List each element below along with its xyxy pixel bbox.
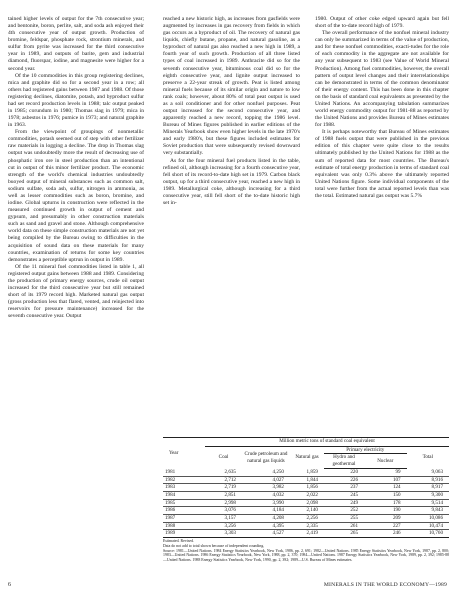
table-cell: 4,027 [272, 476, 284, 483]
table-cell: 9,063 [431, 468, 443, 475]
table-cell: 3,982 [272, 484, 284, 491]
table-cell: 1985 [165, 499, 176, 506]
table-cell: 107 [392, 476, 401, 483]
energy-production-table [163, 437, 449, 563]
table-cell: 209 [392, 515, 401, 522]
table-cell: 249 [350, 499, 358, 506]
header-hydro: Hydro and geothermal [324, 454, 364, 468]
table-cell: 2,851 [224, 491, 236, 498]
table-cell: 10,760 [428, 530, 443, 537]
text-column-2 [163, 16, 300, 207]
table-title: Million metric tons of standard coal equivalent [205, 438, 449, 447]
table-cell: 1989 [165, 530, 176, 537]
table-cell: 265 [350, 530, 358, 537]
table-cell: 1987 [165, 515, 176, 522]
table-cell: 2,712 [224, 476, 236, 483]
table-cell: 2,419 [306, 530, 318, 537]
paragraph: Of the 11 mineral fuel commodities listed in table 1, all registered output gains between 1988 and 1989. Considering the production of primary energy sources, crude oil output increased for the third consecutive year but still remained short of its 1979 record high. Marketed natural gas output (gross production less that flared, vented, and reinjected into reservoirs for pressure maintenance) increased for the seventh consecutive year. Output [8, 263, 144, 320]
table-cell: 4,184 [272, 507, 284, 514]
header-crude: Crude petroleum and natural gas liquids [244, 450, 288, 464]
table-row [163, 507, 449, 515]
table-cell: 1984 [165, 491, 176, 498]
table-cell: 237 [350, 484, 358, 491]
header-year: Year [169, 449, 179, 456]
table-cell: 226 [350, 476, 358, 483]
table-cell: 245 [350, 491, 358, 498]
table-cell: 190 [392, 507, 401, 514]
paragraph: 1980. Output of other coke edged upward again but fell short of the to-date record high of 1979. [315, 16, 449, 30]
header-gas: Natural gas [295, 454, 319, 461]
table-row [163, 491, 449, 499]
paragraph: tained higher levels of output for the 7th consecutive year; and bentonite, boron, perlite, salt, and soda ash enjoyed their 4th consecutive year of output growth. Production of bromine, feldspar, phosphate rock, strontium minerals, and sulfur from pyrite was increased for the third consecutive year in 1989, and outputs of barite, gem and industrial diamond, fluorspar, iodine, and magnesite were higher for a second year. [8, 16, 144, 72]
table-cell: 4,032 [272, 491, 284, 498]
table-cell: 4,250 [272, 468, 284, 475]
table-cell: 1982 [165, 476, 176, 483]
table-cell: 4,527 [272, 530, 284, 537]
header-nuclear: Nuclear [364, 454, 407, 468]
table-cell: 99 [395, 468, 401, 475]
table-cell: 124 [392, 484, 401, 491]
header-primary: Primary electricity [324, 446, 407, 454]
table-cell: 9,843 [431, 507, 443, 514]
table-cell: 220 [350, 468, 358, 475]
table-cell: 261 [350, 522, 358, 529]
paragraph: reached a new historic high, as increases from gasfields were augmented by increases in gas recovery from fields in which gas occurs as a byproduct of oil. The recovery of natural gas liquids, chiefly butane, propane, and natural gasoline, as a byproduct of natural gas also reached a new high in 1989, a fourth year of such growth. Production of all three listed types of coal increased in 1989. Anthracite did so for the seventh consecutive year, bituminous coal did so for the eighth consecutive year, and lignite output increased to preserve a 22-year streak of growth. Peat is listed among mineral fuels because of its similar origin and nature to low rank coals; however, about 80% of total peat output is used as a soil conditioner and for other nonfuel purposes. Peat output increased for the second consecutive year, and apparently reached a new record, topping the 1986 level. Bureau of Mines figures published in earlier editions of the Minerals Yearbook show even higher levels in the late 1970's and early 1980's, but these figures included estimates for Soviet production that were subsequently revised downward very substantially. [163, 16, 300, 157]
table-cell: 150 [392, 491, 401, 498]
table-cell: 9,300 [431, 491, 443, 498]
table-cell: 1986 [165, 507, 176, 514]
table-cell: 2,140 [306, 507, 318, 514]
page-number: 6 [8, 582, 12, 588]
text-column-3 [315, 16, 449, 200]
table-cell: 9,514 [431, 499, 443, 506]
table-note: Data do not add to total shown because of independent rounding. [163, 543, 265, 548]
table-cell: 227 [392, 522, 401, 529]
table-cell: 2,635 [224, 468, 236, 475]
table-cell: 2,256 [306, 515, 318, 522]
table-body [163, 468, 449, 537]
table-notes [163, 539, 449, 563]
running-title: MINERALS IN THE WORLD ECONOMY—1989 [323, 582, 447, 588]
table-cell: 3,990 [272, 499, 284, 506]
data-table [163, 437, 449, 538]
header-total: Total [422, 454, 433, 461]
table-row [163, 515, 449, 523]
table-cell: 10,086 [428, 515, 443, 522]
table-row [163, 522, 449, 530]
table-cell: 3,076 [224, 507, 236, 514]
table-cell: 1,856 [306, 484, 318, 491]
table-cell: 1988 [165, 522, 176, 529]
text-column-1 [8, 16, 144, 320]
table-cell: 3,157 [224, 515, 236, 522]
paragraph: It is perhaps noteworthy that Bureau of Mines estimates of 1988 fuels output that were published in the previous edition of this chapter were quite close to the results ultimately published by the United Nations for 1988 as the sum of reported data for most countries. The Bureau's estimate of total energy production in terms of standard coal equivalent was only 0.3% above the ultimately reported United Nations figure. Some individual components of the total were further from the actual reported levels than was the total. Estimated natural gas output was 5.7% [315, 129, 449, 199]
table-cell: 1,844 [306, 476, 318, 483]
table-cell: 2,998 [224, 499, 236, 506]
table-cell: 2,098 [306, 499, 318, 506]
paragraph: From the viewpoint of groupings of nonmetallic commodities, potash seemed out of step with other fertilizer raw materials in logging a decline. The drop in Thomas slag output was undoubtedly more the result of decreasing use of phosphatic iron ore in steel production than an intentional cut in output of this minor fertilizer product. The economic strength of the world's chemical industries undoubtedly buoyed output of mineral substances such as common salt, sodium sulfate, soda ash, sulfur, nitrogen in ammonia, as well as lesser commodities such as boron, bromine, and iodine. Global upturns in construction were reflected in the measured continued growth in output of cement and gypsum, and presumably in other construction materials such as sand and gravel and stone. Although comprehensive world data on these simple construction materials are not yet being compiled by the Bureau owing to difficulties in the acquisition of sound data on these materials for many countries, examination of returns for some key countries demonstrates a perceptible uptrun in output in 1989. [8, 129, 144, 263]
table-cell: 2,022 [306, 491, 318, 498]
paragraph: Of the 10 commodities in this group registering declines, mica and graphite did so for a second year in a row; all others had registered gains between 1987 and 1988. Of those registering declines, diatomite, potash, and byproduct sulfur had set record production levels in 1988; talc output peaked in 1985; corundum in 1980; Thomas slag in 1979; mica in 1978; asbestos in 1976; pumice in 1973; and natural graphite in 1963. [8, 72, 144, 129]
table-cell: 1983 [165, 484, 176, 491]
table-cell: 10,474 [428, 522, 443, 529]
table-row [163, 530, 449, 538]
table-note: Estimated. Revised. [163, 539, 195, 544]
table-cell: 2,335 [306, 522, 318, 529]
table-cell: 4,208 [272, 515, 284, 522]
paragraph: The overall performance of the nonfuel mineral industry can only be summarized in terms of the value of production, and for these nonfuel commodities, exacti-tudes for the role of each commodity in the aggregate are not available for any year subsequent to 1983 (see Value of World Mineral Production). Among fuel commodities, however, the overall pattern of output level changes and their interrelationships can be demonstrated in terms of the common denominator of their energy content. This has been done in this chapter on the basis of standard coal equivalents as presented by the United Nations. An accompanying tabulation summarizes world energy commodity output for 1981-88 as reported by the United Nations and provides Bureau of Mines estimates for 1988. [315, 30, 449, 129]
table-cell: 4,395 [272, 522, 284, 529]
table-row [163, 476, 449, 484]
table-source: Source: 1981—United Nations. 1984 Energy Statistics Yearbook, New York, 1986, pp. 2, 691; 1982—United Nations. 1985 Energy Statistics Yearbook, New York, 1987, pp. 2, 800; 1983—United Nations. 1986 Energy Statistics Yearbook, New York, 1988, pp. 2, 370; 1984—United Nations. 1987 Energy Statistics Yearbook, New York, 1989, pp. 2, 392; 1985-88—United Nations. 1988 Energy Statistics Yearbook, New York, 1990, pp. 2, 392; 1989—U.S. Bureau of Mines estimates. [163, 548, 449, 562]
table-cell: 2,719 [224, 484, 236, 491]
paragraph: As for the four mineral fuel products listed in the table, refined oil, although increasing for a fourth consecutive year, fell short of its record-to-date high set in 1979. Carbon black output, up for a third consecutive year, reached a new high in 1989. Metallurgical coke, although increasing for a third consecutive year, still fell short of the to-date historic high set in- [163, 157, 300, 207]
table-cell: 1981 [165, 468, 176, 475]
table-cell: 255 [350, 515, 358, 522]
table-cell: 252 [350, 507, 358, 514]
table-cell: 1,859 [306, 468, 318, 475]
table-row [163, 499, 449, 507]
table-cell: 8,916 [431, 476, 443, 483]
table-cell: 3,256 [224, 522, 236, 529]
table-cell: 3,303 [224, 530, 236, 537]
header-coal: Coal [218, 454, 229, 461]
table-row [163, 468, 449, 476]
table-cell: 178 [392, 499, 401, 506]
table-row [163, 484, 449, 492]
table-cell: 246 [392, 530, 401, 537]
table-cell: 8,917 [431, 484, 443, 491]
